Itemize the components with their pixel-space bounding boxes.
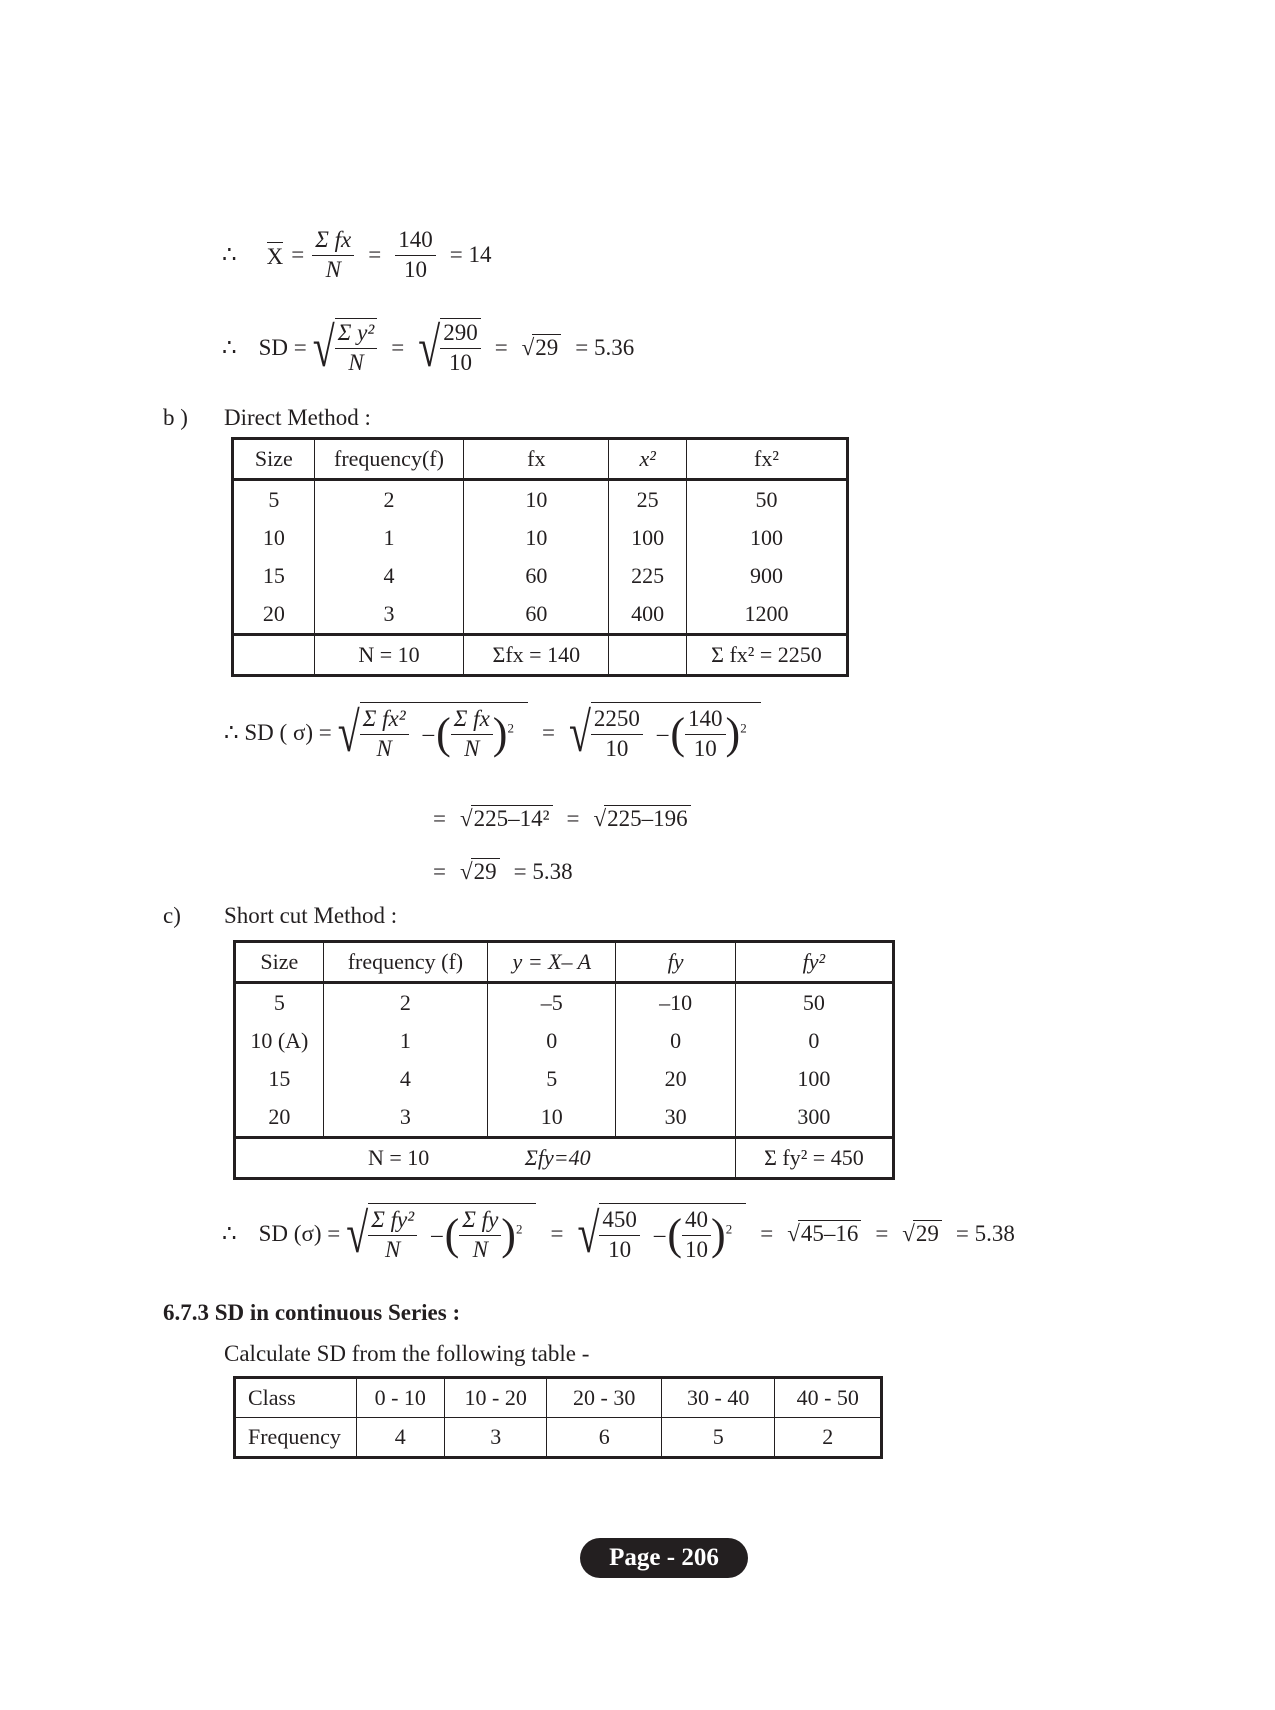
mean-formula [222, 226, 506, 285]
table-header-row [233, 439, 848, 480]
class-cell: 20 - 30 [547, 1378, 662, 1418]
table-cell: 225 [609, 557, 687, 595]
fraction [591, 705, 643, 764]
denominator: 10 [608, 1236, 632, 1262]
table-cell: 300 [735, 1098, 893, 1138]
root-symbol: √ [346, 1201, 369, 1265]
fraction-sum-fx-over-n [312, 226, 354, 285]
radicand: 225–14² [471, 805, 553, 832]
header-cell: y = X– A [488, 942, 616, 983]
equals-sign: = [433, 805, 446, 831]
fraction-290-over-10 [440, 318, 481, 378]
equals-sign: = [541, 719, 555, 745]
root-symbol: √ [312, 315, 335, 379]
table-cell: 15 [235, 1060, 324, 1098]
table-cell: 900 [686, 557, 847, 595]
table-row [235, 983, 894, 1023]
numerator: 290 [440, 319, 481, 349]
table-row [233, 480, 848, 520]
table-cell: 50 [735, 983, 893, 1023]
table-footer-row [233, 635, 848, 676]
frequency-cell: 2 [775, 1418, 882, 1458]
denominator: 10 [404, 256, 428, 282]
denominator: N [348, 349, 364, 375]
denominator: 10 [693, 735, 717, 761]
table-cell: 10 [464, 480, 609, 520]
table-row [235, 1022, 894, 1060]
right-paren: )$^2$ [492, 709, 514, 759]
minus-sign: – [431, 1222, 443, 1248]
table-cell: 2 [323, 983, 487, 1023]
equals-sign: = [391, 334, 405, 360]
frequency-cell: 6 [547, 1418, 662, 1458]
equals-sign: = [550, 1220, 564, 1246]
minus-sign: – [422, 721, 435, 747]
class-cell: 30 - 40 [661, 1378, 775, 1418]
class-cell: 10 - 20 [444, 1378, 546, 1418]
table-cell: 1200 [686, 595, 847, 635]
x-bar-symbol: X [266, 244, 284, 270]
frequency-cell: 4 [356, 1418, 444, 1458]
table-cell: 4 [323, 1060, 487, 1098]
root-expression: √29 [902, 1220, 942, 1247]
table-cell: 0 [616, 1022, 735, 1060]
table-cell: 1 [314, 519, 464, 557]
root-expression: √29 [522, 334, 562, 361]
table-cell: 0 [735, 1022, 893, 1060]
equals-sign: = [566, 805, 580, 831]
radicand: 29 [913, 1220, 942, 1247]
footer-cell: N = 10 [314, 635, 464, 676]
result: = 5.38 [955, 1220, 1015, 1246]
root-symbol: √ [418, 315, 441, 379]
result: = 5.36 [575, 334, 635, 360]
footer-sum-fy: Σfy=40 [524, 1145, 591, 1170]
fraction [685, 705, 726, 764]
table-cell: 10 [488, 1098, 616, 1138]
table-cell: 10 [464, 519, 609, 557]
direct-method-table [231, 437, 849, 677]
table-cell: 4 [314, 557, 464, 595]
table-cell: 0 [488, 1022, 616, 1060]
short-cut-method-table [233, 940, 895, 1180]
table-row [233, 595, 848, 635]
sd-sigma-label: SD (σ) = [258, 1220, 341, 1246]
sd-sigma-label: ∴ SD ( σ) = [224, 719, 332, 745]
equals-sign: = [433, 858, 446, 884]
shortcut-sd-formula [222, 1203, 1029, 1265]
fraction [599, 1206, 640, 1265]
denominator: N [325, 256, 341, 282]
header-cell: frequency (f) [323, 942, 487, 983]
footer-cell [233, 635, 315, 676]
fraction [451, 705, 493, 764]
numerator: 2250 [591, 705, 643, 735]
class-row [235, 1378, 882, 1418]
footer-cell: Σ fy² = 450 [735, 1138, 893, 1179]
table-cell: 5 [235, 983, 324, 1023]
equals-sign: = [760, 1220, 774, 1246]
denominator: N [472, 1236, 488, 1262]
frequency-row [235, 1418, 882, 1458]
section-marker-b: b ) [163, 405, 188, 430]
radicand: 45–16 [798, 1220, 862, 1247]
numerator: 450 [599, 1206, 640, 1236]
radicand-group [360, 702, 528, 764]
denominator: 10 [685, 1236, 709, 1262]
root-expression: √225–14² [460, 805, 553, 832]
table-cell: 10 [233, 519, 315, 557]
footer-cell: Σ fx² = 2250 [686, 635, 847, 676]
frequency-cell: 3 [444, 1418, 546, 1458]
radicand: 225–196 [604, 805, 691, 832]
row-label: Frequency [235, 1418, 357, 1458]
root-symbol: √ [337, 700, 360, 764]
table-cell: 60 [464, 557, 609, 595]
equals-sign: = [494, 334, 508, 360]
table-footer-row [235, 1138, 894, 1179]
left-paren: ( [444, 1210, 460, 1260]
table-cell: 3 [314, 595, 464, 635]
denominator: 10 [448, 349, 472, 375]
radicand-group [591, 702, 761, 764]
table-cell: 5 [488, 1060, 616, 1098]
table-cell: 60 [464, 595, 609, 635]
row-label: Class [235, 1378, 357, 1418]
continuous-series-table [233, 1376, 883, 1459]
numerator: Σ fy² [368, 1206, 417, 1236]
left-paren: ( [670, 709, 686, 759]
table-cell: –10 [616, 983, 735, 1023]
therefore-symbol: ∴ [222, 334, 237, 360]
numerator: Σ fy [459, 1206, 501, 1236]
numerator: 140 [395, 226, 436, 256]
radicand: 29 [471, 858, 500, 885]
result: = 14 [449, 242, 492, 268]
header-cell: fx [464, 439, 609, 480]
table-row [235, 1060, 894, 1098]
root-expression: √225–196 [594, 805, 691, 832]
denominator: N [384, 1236, 401, 1262]
fraction [368, 1206, 417, 1265]
left-paren: ( [667, 1210, 683, 1260]
minus-sign: – [653, 1222, 666, 1248]
radicand-group [368, 1203, 536, 1265]
footer-n: N = 10 [368, 1145, 430, 1170]
table-cell: 30 [616, 1098, 735, 1138]
table-cell: 2 [314, 480, 464, 520]
footer-cell [235, 1138, 736, 1179]
table-cell: 400 [609, 595, 687, 635]
equals-sign: = [875, 1220, 889, 1246]
header-cell: x² [609, 439, 687, 480]
sd-label: SD = [258, 334, 307, 360]
short-cut-method-title: Short cut Method : [224, 903, 398, 928]
left-paren: ( [436, 709, 451, 759]
numerator: 40 [682, 1206, 711, 1236]
header-cell: fx² [686, 439, 847, 480]
radicand-group [599, 1203, 746, 1265]
class-cell: 40 - 50 [775, 1378, 882, 1418]
equals-sign: = [368, 242, 382, 268]
table-header-row [235, 942, 894, 983]
table-cell: 1 [323, 1022, 487, 1060]
direct-method-title: Direct Method : [224, 405, 371, 430]
table-cell: 20 [233, 595, 315, 635]
header-cell: frequency(f) [314, 439, 464, 480]
right-paren: )$^2$ [725, 709, 747, 759]
header-cell: Size [235, 942, 324, 983]
therefore-symbol: ∴ [222, 1220, 237, 1246]
header-cell: fy² [735, 942, 893, 983]
fraction-sum-y2-over-n [335, 318, 378, 378]
table-cell: 10 (A) [235, 1022, 324, 1060]
minus-sign: – [656, 721, 669, 747]
table-row [233, 519, 848, 557]
fraction [360, 705, 409, 764]
table-cell: 25 [609, 480, 687, 520]
result: = 5.38 [513, 858, 573, 884]
numerator: Σ fx [451, 705, 493, 735]
table-cell: 15 [233, 557, 315, 595]
root-expression: √29 [460, 858, 500, 885]
root-symbol: √ [577, 1201, 600, 1265]
page-number-badge: Page - 206 [580, 1538, 748, 1578]
class-cell: 0 - 10 [356, 1378, 444, 1418]
fraction [459, 1206, 501, 1265]
direct-sd-formula [224, 702, 775, 764]
equals-sign: = [291, 242, 305, 268]
denominator: N [376, 735, 392, 761]
table-cell: 20 [616, 1060, 735, 1098]
instruction-text: Calculate SD from the following table - [224, 1341, 590, 1366]
direct-sd-line2 [433, 805, 705, 832]
header-cell: Size [233, 439, 315, 480]
table-cell: 5 [233, 480, 315, 520]
root-symbol: √ [568, 700, 591, 764]
denominator: N [464, 735, 480, 761]
fraction [682, 1206, 711, 1265]
table-cell: 50 [686, 480, 847, 520]
section-heading: 6.7.3 SD in continuous Series : [163, 1300, 461, 1325]
numerator: Σ fx² [360, 705, 409, 735]
root-expression: √45–16 [787, 1220, 861, 1247]
therefore-symbol: ∴ [222, 242, 237, 268]
table-cell: –5 [488, 983, 616, 1023]
table-row [233, 557, 848, 595]
numerator: Σ fx [312, 226, 354, 256]
right-paren: )$^2$ [501, 1210, 523, 1260]
right-paren: )$^2$ [711, 1210, 733, 1260]
footer-cell: Σfx = 140 [464, 635, 609, 676]
radicand: 29 [532, 334, 561, 361]
direct-sd-line3 [433, 858, 587, 885]
table-cell: 20 [235, 1098, 324, 1138]
sd-formula-1 [222, 315, 648, 379]
table-cell: 100 [609, 519, 687, 557]
header-cell: fy [616, 942, 735, 983]
section-marker-c: c) [163, 903, 181, 928]
fraction-140-over-10 [395, 226, 436, 285]
table-row [235, 1098, 894, 1138]
table-cell: 100 [735, 1060, 893, 1098]
frequency-cell: 5 [661, 1418, 775, 1458]
table-cell: 100 [686, 519, 847, 557]
footer-cell [609, 635, 687, 676]
numerator: Σ y² [335, 319, 378, 349]
numerator: 140 [685, 705, 726, 735]
denominator: 10 [605, 735, 629, 761]
table-cell: 3 [323, 1098, 487, 1138]
